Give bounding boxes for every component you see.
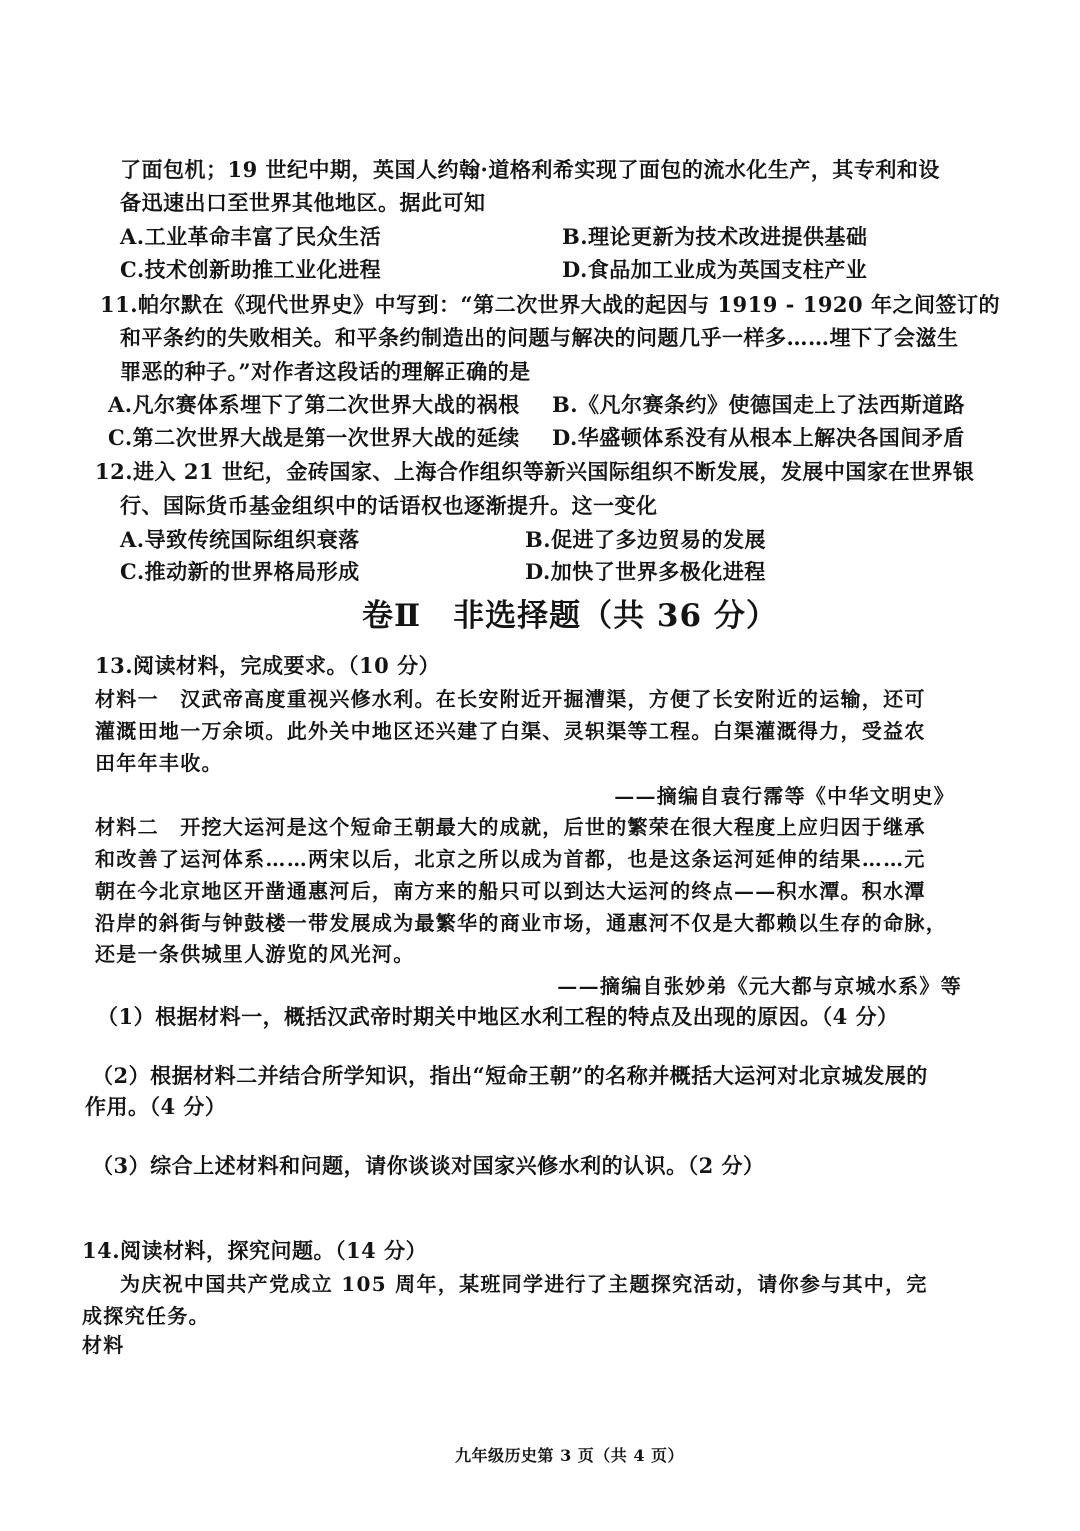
q10-option-a: A.工业革命丰富了民众生活 [120,224,382,249]
q14-heading: 14.阅读材料，探究问题。（14 分） [82,1238,428,1263]
q11-option-d: D.华盛顿体系没有从根本上解决各国间矛盾 [552,425,965,450]
q11-option-b: B.《凡尔赛条约》使德国走上了法西斯道路 [552,392,966,417]
q13-sub-question-3: （3）综合上述材料和问题，请你谈谈对国家兴修水利的认识。（2 分） [92,1153,765,1178]
q13-material2-line-4: 沿岸的斜街与钟鼓楼一带发展成为最繁华的商业市场，通惠河不仅是大都赖以生存的命脉， [95,911,947,935]
page-footer: 九年级历史第 3 页（共 4 页） [455,1446,685,1465]
q11-option-a: A.凡尔赛体系埋下了第二次世界大战的祸根 [108,392,520,417]
q13-sub-question-1: （1）根据材料一，概括汉武帝时期关中地区水利工程的特点及出现的原因。（4 分） [97,1004,899,1029]
q10-option-b: B.理论更新为技术改进提供基础 [562,224,868,249]
q13-material2-line-5: 还是一条供城里人游览的风光河。 [95,942,415,966]
q12-option-d: D.加快了世界多极化进程 [525,559,766,584]
q12-line-1: 12.进入 21 世纪，金砖国家、上海合作组织等新兴国际组织不断发展，发展中国家在世界银 [95,459,975,484]
q10-line-2: 备迅速出口至世界其他地区。据此可知 [120,190,486,215]
q11-line-3: 罪恶的种子。”对作者这段话的理解正确的是 [120,359,531,384]
q13-material2-line-2: 和改善了运河体系……两宋以后，北京之所以成为首都，也是这条运河延伸的结果……元 [95,847,926,871]
q13-source-2: ——摘编自张妙弟《元大都与京城水系》等 [557,974,962,998]
q10-line-1: 了面包机；19 世纪中期，英国人约翰·道格利希实现了面包的流水化生产，其专利和设 [120,157,940,182]
q12-line-2: 行、国际货币基金组织中的话语权也逐渐提升。这一变化 [120,493,658,518]
q12-option-c: C.推动新的世界格局形成 [120,559,360,584]
q14-line-1: 为庆祝中国共产党成立 105 周年，某班同学进行了主题探究活动，请你参与其中，完 [120,1272,928,1296]
q13-material2-line-1: 材料二 开挖大运河是这个短命王朝最大的成就，后世的繁荣在很大程度上应归因于继承 [95,815,926,839]
q13-material2-line-3: 朝在今北京地区开凿通惠河后，南方来的船只可以到达大运河的终点——积水潭。积水潭 [95,879,926,903]
q10-option-c: C.技术创新助推工业化进程 [120,257,382,282]
q11-line-2: 和平条约的失败相关。和平条约制造出的问题与解决的问题几乎一样多……埋下了会滋生 [120,325,959,350]
q13-source-1: ——摘编自袁行霈等《中华文明史》 [614,784,955,808]
section-title: 卷Ⅱ 非选择题（共 36 分） [362,598,778,634]
q14-material-label: 材料 [82,1333,125,1357]
q11-line-1: 11.帕尔默在《现代世界史》中写到：“第二次世界大战的起因与 1919 - 1920 年之间签订的 [100,292,1000,317]
q12-option-b: B.促进了多边贸易的发展 [525,527,767,552]
q12-option-a: A.导致传统国际组织衰落 [120,527,360,552]
q13-sub-question-2-line-2: 作用。（4 分） [85,1094,227,1119]
q13-material1-line-2: 灌溉田地一万余顷。此外关中地区还兴建了白渠、灵轵渠等工程。白渠灌溉得力，受益农 [95,719,926,743]
q13-heading: 13.阅读材料，完成要求。（10 分） [95,653,441,678]
q13-material1-line-3: 田年年丰收。 [95,751,223,775]
q11-option-c: C.第二次世界大战是第一次世界大战的延续 [108,425,520,450]
q14-line-2: 成探究任务。 [82,1304,210,1328]
q13-material1-line-1: 材料一 汉武帝高度重视兴修水利。在长安附近开掘漕渠，方便了长安附近的运输，还可 [95,687,926,711]
q10-option-d: D.食品加工业成为英国支柱产业 [562,257,868,282]
q13-sub-question-2-line-1: （2）根据材料二并结合所学知识，指出“短命王朝”的名称并概括大运河对北京城发展的 [92,1063,928,1088]
